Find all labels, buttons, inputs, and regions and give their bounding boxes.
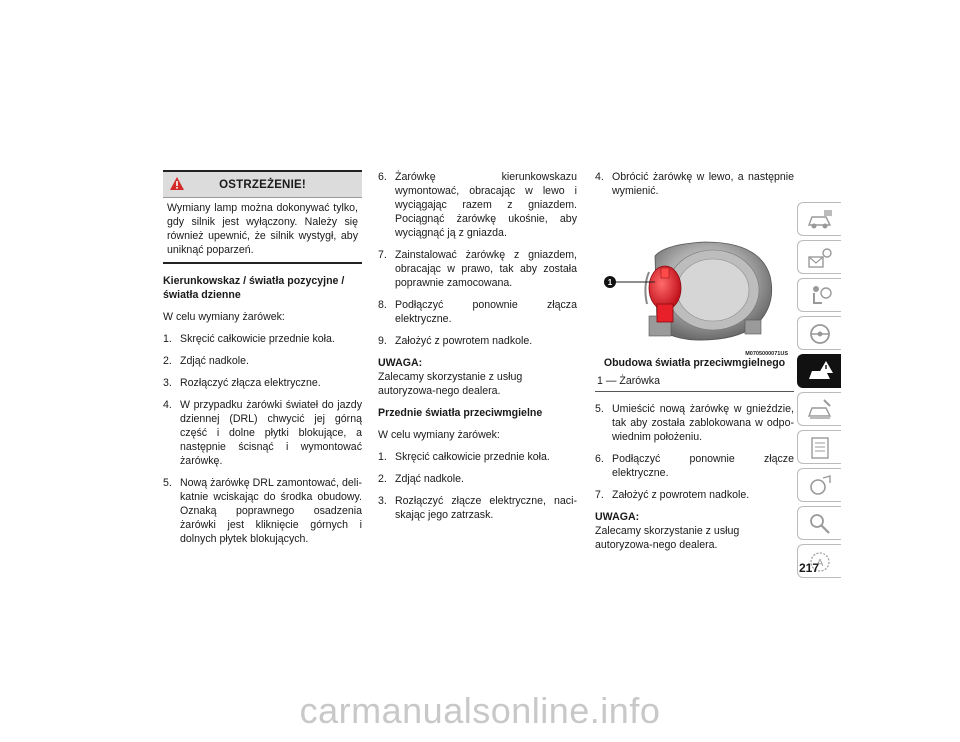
list-item: 5. Nową żarówkę DRL zamontować, deli-katnie wciskając do środka obudowy. Oznaką poprawnego osadzenia żarówki jest kliknięcie górnych i dolnych płytek blokujących. [163, 477, 362, 545]
column-middle [378, 170, 577, 530]
tab-safety[interactable] [797, 278, 841, 312]
tab-getting-to-know[interactable] [797, 202, 841, 236]
list-item: 9. Założyć z powrotem nadkole. [378, 335, 533, 347]
column-left [163, 170, 362, 554]
list-item: 1. Skręcić całkowicie przednie koła. [378, 451, 550, 463]
warning-header [163, 172, 362, 198]
intro-text: W celu wymiany żarówek: [378, 429, 500, 441]
tab-index[interactable] [797, 506, 841, 540]
warning-triangle-icon [169, 176, 185, 191]
car-dashboard-icon [806, 207, 834, 233]
tab-multimedia[interactable] [797, 468, 841, 502]
list-item: 4. W przypadku żarówki świateł do jazdy dziennej (DRL) chwycić jej górną część i dolne płytki blokujące, a następnie ścisnąć i wymontować żarówkę. [163, 399, 362, 467]
search-index-icon [806, 511, 834, 537]
note-text: Zalecamy skorzystanie z usług autoryzowa-nego dealera. [595, 525, 740, 551]
list-item: 4. Obrócić żarówkę w lewo, a następnie wymienić. [595, 171, 794, 197]
list-item: 1. Skręcić całkowicie przednie koła. [163, 333, 335, 345]
intro-text: W celu wymiany żarówek: [163, 311, 285, 323]
section-heading-turn-signals: Kierunkowskaz / światła pozycyjne / światła dzienne [163, 275, 345, 301]
svg-text:A: A [816, 558, 824, 569]
tab-specifications[interactable] [797, 430, 841, 464]
tab-servicing[interactable] [797, 392, 841, 426]
figure-wrapper [595, 206, 794, 357]
column-right [595, 170, 794, 560]
tab-emergency[interactable] [797, 354, 841, 388]
fog-light-housing-figure [595, 206, 794, 354]
list-item: 8. Podłączyć ponownie złącza elektryczne. [378, 299, 577, 325]
warning-box [163, 170, 362, 264]
callout-label: 1 [607, 278, 613, 287]
specifications-icon [806, 435, 834, 461]
airbag-seat-icon [806, 283, 834, 309]
figure-legend: 1 — Żarówka [595, 372, 794, 392]
page-number: 217 [799, 561, 820, 575]
tab-keys[interactable] [797, 240, 841, 274]
note-title: UWAGA: [595, 511, 640, 523]
car-service-icon [806, 397, 834, 423]
steering-wheel-icon [806, 321, 834, 347]
list-item: 3. Rozłączyć złącze elektryczne, naci-skając jego zatrzask. [378, 495, 577, 521]
list-item: 2. Zdjąć nadkole. [378, 473, 464, 485]
tab-driving[interactable] [797, 316, 841, 350]
warning-text: Wymiany lamp można dokonywać tylko, gdy silnik jest wyłączony. Należy się również upewnić, że silnik wystygł, aby uniknąć poparzeń. [167, 202, 358, 256]
figure-caption: Obudowa światła przeciwmgielnego [603, 357, 786, 369]
note-text: Zalecamy skorzystanie z usług autoryzowa-nego dealera. [378, 371, 523, 397]
list-item: 6. Podłączyć ponownie złącze elektryczne. [595, 453, 794, 479]
note-title: UWAGA: [378, 357, 423, 369]
list-item: 6. Żarówkę kierunkowskazu wymontować, obracając w lewo i wyciągając razem z gniazdem. Pociągnąć żarówkę ukośnie, aby wyciągnąć ją z gniazda. [378, 171, 577, 239]
list-item: 3. Rozłączyć złącza elektryczne. [163, 377, 321, 389]
chapter-tabs [797, 202, 841, 582]
figure-code: M0705000071US [745, 351, 788, 357]
section-heading-fog-lights: Przednie światła przeciwmgielne [378, 407, 543, 419]
list-item: 5. Umieścić nową żarówkę w gnieździe, tak aby została zablokowana w odpo-wiednim położeniu. [595, 403, 794, 443]
warning-title: OSTRZEŻENIE! [219, 178, 306, 191]
fog-light-illustration [595, 206, 794, 354]
list-item: 7. Założyć z powrotem nadkole. [595, 489, 750, 501]
list-item: 7. Zainstalować żarówkę z gniazdem, obracając w prawo, tak aby została poprawnie zamocowana. [378, 249, 577, 289]
watermark: carmanualsonline.info [299, 690, 661, 731]
car-key-mail-icon [806, 245, 834, 271]
list-item: 2. Zdjąć nadkole. [163, 355, 249, 367]
car-emergency-icon [806, 359, 834, 385]
multimedia-icon [806, 473, 834, 499]
